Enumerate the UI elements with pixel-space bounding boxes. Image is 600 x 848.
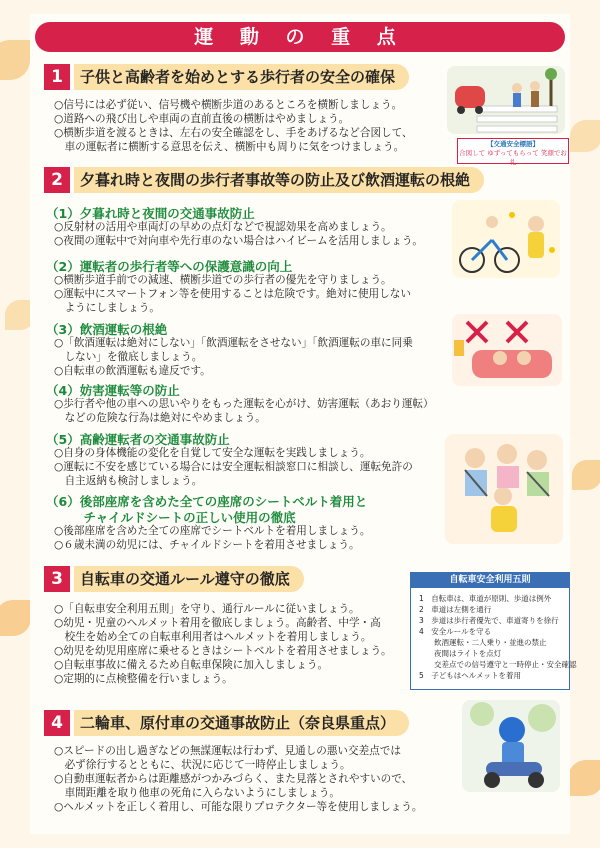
body-line: ○自転車事故に備えるため自転車保険に加入しましょう。 [54, 659, 329, 671]
body-line: ○スピードの出し過ぎなどの無謀運転は行わず、見通しの悪い交差点では [54, 745, 401, 757]
body-line: ○歩行者や他の車への思いやりをもった運転を心がけ、妨害運転（あおり運転） [54, 398, 434, 410]
body-line: などの危険な行為は絶対にやめましょう。 [54, 412, 266, 424]
leaf-decoration [568, 760, 600, 796]
body-line: ○６歳未満の幼児には、チャイルドシートを着用させましょう。 [54, 539, 360, 551]
body-line: ○幼児を幼児用座席に乗せるときはシートベルトを着用させましょう。 [54, 645, 392, 657]
section-number: 3 [44, 566, 70, 592]
body-line: ○夜間の運転中で対向車や先行車のない場合はハイビームを活用しましょう。 [54, 235, 424, 247]
body-line: ようにしましょう。 [54, 302, 160, 314]
subsection-title: （5）高齢運転者の交通事故防止 [46, 432, 230, 447]
safety-slogan-box [457, 138, 569, 164]
section-title: 夕暮れ時と夜間の歩行者事故等の防止及び飲酒運転の根絶 [74, 167, 484, 193]
reflector-cyclist-illustration [452, 200, 560, 278]
scooter-rider-illustration [462, 700, 560, 792]
body-line: ○幼児・児童のヘルメット着用を徹底しましょう。高齢者、中学・高 [54, 617, 381, 629]
body-line: ○後部座席を含めた全ての座席でシートベルトを着用しましょう。 [54, 525, 371, 537]
body-line: しない」を徹底しましょう。 [54, 351, 203, 363]
leaf-decoration [0, 600, 31, 636]
body-line: ○自転車の飲酒運転も違反です。 [54, 365, 211, 377]
body-line: ○自身の身体機能の変化を自覚して安全な運転を実践しましょう。 [54, 447, 371, 459]
bicycle-rule: 飲酒運転・二人乗り・並進の禁止 [419, 638, 547, 647]
page-title: 運 動 の 重 点 [35, 22, 565, 52]
body-line: 車間距離を取り他車の死角に入らないようにしましょう。 [54, 787, 341, 799]
section-number: 2 [44, 167, 70, 193]
subsection-title: （4）妨害運転等の防止 [46, 383, 180, 398]
drunk-driving-illustration [452, 314, 562, 386]
subsection-title: （1）夕暮れ時と夜間の交通事故防止 [46, 206, 255, 221]
subsection-title: （2）運転者の歩行者等への保護意識の向上 [46, 259, 293, 274]
body-line: ○「飲酒運転は絶対にしない」「飲酒運転をさせない」「飲酒運転の車に同乗 [54, 337, 413, 349]
body-line: 校生を始め全ての自転車利用者はヘルメットを着用しましょう。 [54, 631, 372, 643]
bicycle-rule: 1 自転車は、車道が原則、歩道は例外 [419, 594, 552, 603]
body-line: ○運転に不安を感じている場合には安全運転相談窓口に相談し、運転免許の [54, 461, 413, 473]
bicycle-rule: 交差点での信号遵守と一時停止・安全確認 [419, 660, 577, 669]
slogan-heading: 【交通安全標語】 [487, 140, 539, 148]
body-line: ○自動車運転者からは距離感がつかみづらく、また見落とされやすいので、 [54, 773, 413, 785]
section-number: 4 [44, 710, 70, 736]
bicycle-rule: 4 安全ルールを守る [419, 627, 492, 636]
leaf-decoration [570, 120, 600, 152]
leaf-decoration [572, 460, 600, 490]
bicycle-rules-box [410, 572, 577, 690]
crosswalk-illustration [447, 66, 565, 134]
section-number: 1 [44, 64, 70, 90]
bicycle-rule: 3 歩道は歩行者優先で、車道寄りを徐行 [419, 616, 559, 625]
seatbelt-family-illustration [445, 434, 563, 544]
bicycle-rule: 2 車道は左側を通行 [419, 605, 492, 614]
section-title: 自転車の交通ルール遵守の徹底 [74, 566, 304, 592]
subsection-title: （6）後部座席を含めた全ての座席のシートベルト着用と [46, 494, 368, 509]
body-line: ○運転中にスマートフォン等を使用することは危険です。絶対に使用しない [54, 288, 411, 300]
bicycle-rules-title: 自転車安全利用五則 [411, 573, 569, 588]
body-line: 車の運転者に横断する意思を伝え、横断中も周りに気をつけましょう。 [54, 141, 405, 153]
body-line: ○ヘルメットを正しく着用し、可能な限りプロテクター等を使用しましょう。 [54, 801, 423, 813]
body-line: ○横断歩道手前での減速、横断歩道での歩行者の優先を守りましょう。 [54, 274, 392, 286]
bicycle-rule: 5 子どもはヘルメットを着用 [419, 671, 522, 680]
body-line: 自主返納も検討しましょう。 [54, 475, 203, 487]
body-line: ○横断歩道を渡るときは、左右の安全確認をし、手をあげるなど合図して、 [54, 127, 413, 139]
subsection-title: （3）飲酒運転の根絶 [46, 322, 168, 337]
body-line: ○反射材の活用や車両灯の早めの点灯などで視認効果を高めましょう。 [54, 221, 392, 233]
body-line: ○信号には必ず従い、信号機や横断歩道のあるところを横断しましょう。 [54, 99, 403, 111]
body-line: ○定期的に点検整備を行いましょう。 [54, 673, 233, 685]
section-title: 子供と高齢者を始めとする歩行者の安全の確保 [74, 64, 409, 90]
section-title: 二輪車、原付車の交通事故防止（奈良県重点） [74, 710, 409, 736]
bicycle-rule: 夜間はライトを点灯 [419, 649, 502, 658]
slogan-text: 合図して ゆずってもらって 笑顔でお礼 [459, 149, 567, 166]
leaf-decoration [0, 40, 30, 80]
body-line: ○道路への飛び出しや車両の直前直後の横断はやめましょう。 [54, 113, 350, 125]
subsection-title-continued: チャイルドシートの正しい使用の徹底 [46, 510, 296, 525]
body-line: 必ず徐行するとともに、状況に応じて一時停止しましょう。 [54, 759, 351, 771]
body-line: ○「自転車安全利用五則」を守り、通行ルールに従いましょう。 [54, 603, 360, 615]
